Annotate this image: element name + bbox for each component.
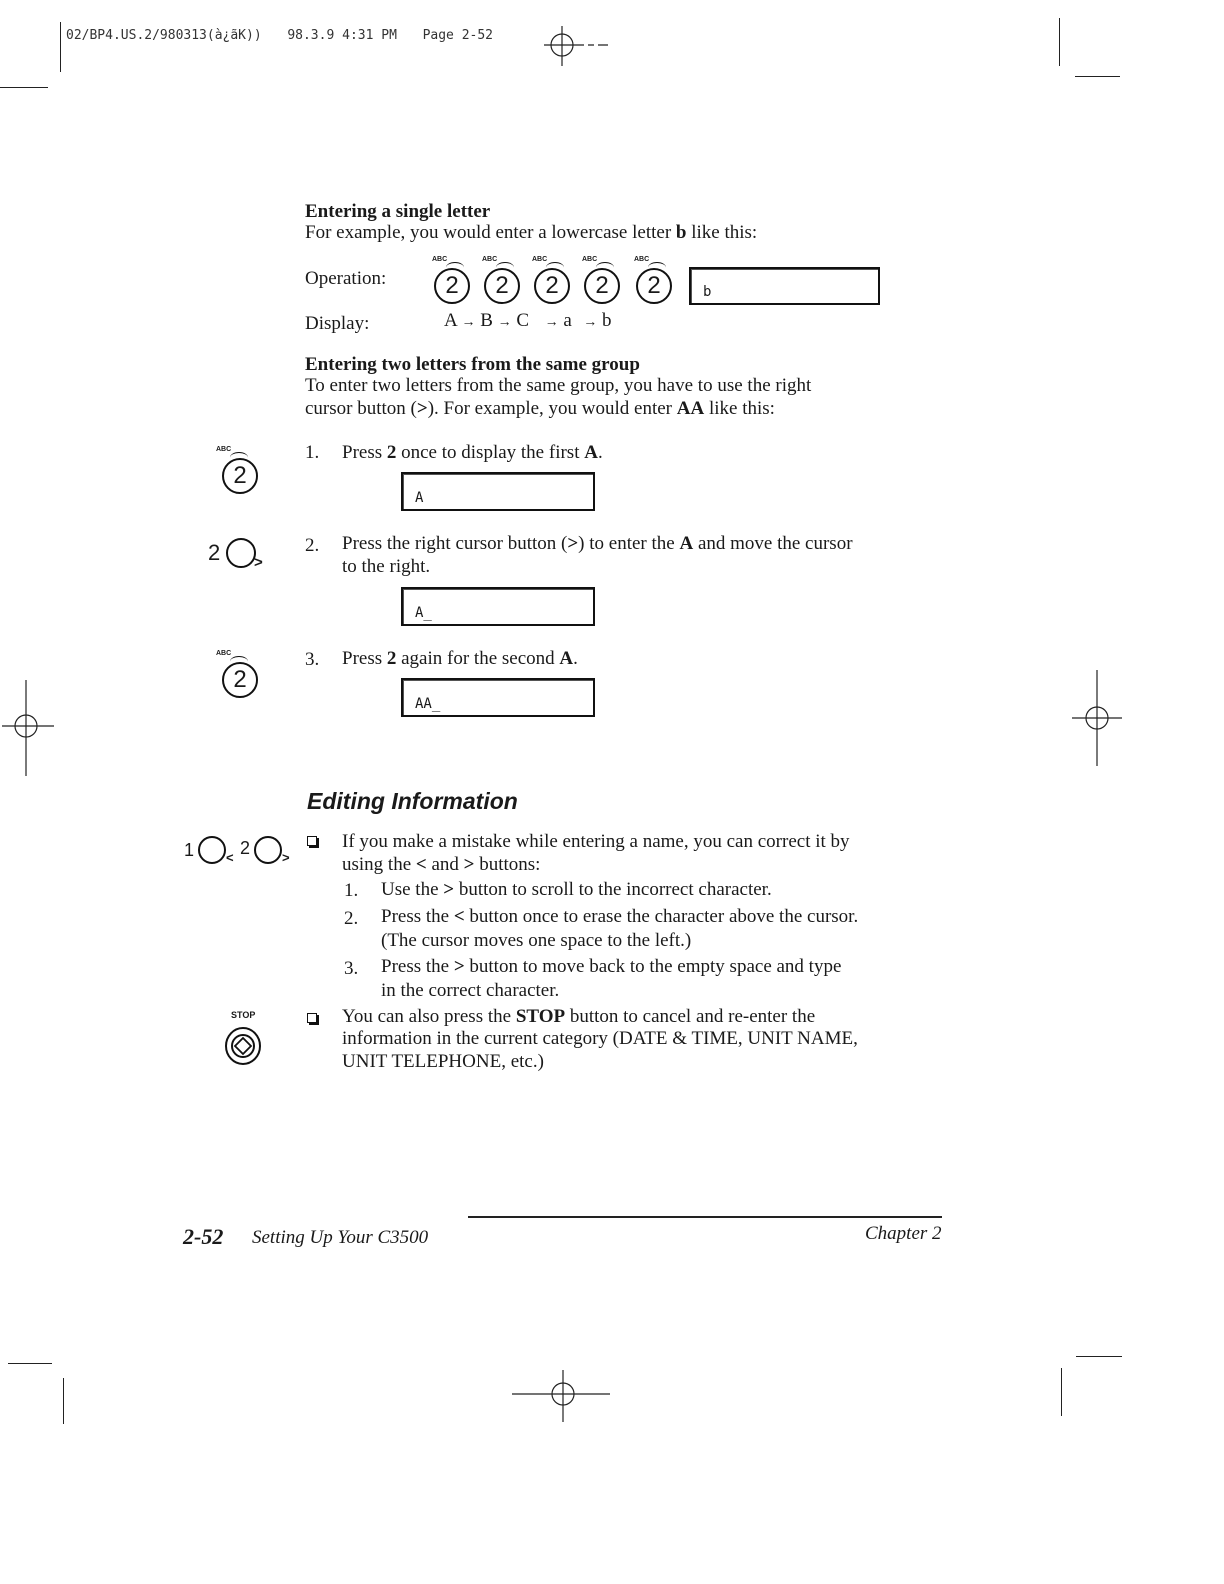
registration-target-icon (508, 1368, 612, 1424)
bullet-text-line2: information in the current category (DATE & TIME, UNIT NAME, (342, 1028, 858, 1049)
step-text: Press 2 again for the second A. (342, 648, 578, 669)
bullet-text-line3: UNIT TELEPHONE, etc.) (342, 1051, 544, 1072)
step-number: 3. (305, 649, 320, 670)
print-header (66, 28, 493, 43)
abc-key-icon: ABC 2 (532, 256, 572, 304)
substep-text: Use the > button to scroll to the incorrect character. (381, 879, 772, 900)
abc-key-icon: ABC 2 (582, 256, 622, 304)
step-number: 2. (305, 535, 320, 556)
footer-book-title: Setting Up Your C3500 (252, 1227, 429, 1248)
header-page-ref: Page 2-52 (422, 28, 494, 43)
registration-target-icon (0, 678, 56, 778)
crop-mark (1076, 1356, 1122, 1357)
bullet-text: You can also press the STOP button to cancel and re-enter the (342, 1006, 816, 1027)
substep-number: 1. (344, 880, 359, 901)
bullet-box-icon (307, 836, 317, 846)
step-number: 1. (305, 442, 320, 463)
crop-mark (1059, 18, 1060, 66)
step-text: Press the right cursor button (>) to enter the A and move the cursor (342, 533, 853, 554)
display-sequence: A → B → C → a → b (444, 310, 612, 331)
lcd-display-b: b (689, 267, 880, 305)
section-intro-line2: cursor button (>). For example, you would enter AA like this: (305, 398, 775, 419)
section-intro: For example, you would enter a lowercase letter b like this: (305, 222, 758, 243)
abc-key-icon: ABC 2 (634, 256, 674, 304)
footer-rule (468, 1216, 942, 1218)
crop-mark (1075, 76, 1120, 77)
registration-target-icon (1068, 668, 1124, 768)
substep-text: Press the > button to move back to the empty space and type (381, 956, 842, 977)
substep-text-line2: (The cursor moves one space to the left.) (381, 930, 692, 951)
header-slug: 02/BP4.US.2/980313(à¿ãK)) (66, 28, 262, 43)
crop-mark (0, 87, 48, 88)
bullet-text: If you make a mistake while entering a name, you can correct it by (342, 831, 850, 852)
bullet-text-line2: using the < and > buttons: (342, 854, 541, 875)
crop-mark (1061, 1368, 1062, 1416)
operation-label: Operation: (305, 268, 387, 289)
lcd-display: AA_ (401, 678, 595, 717)
registration-target-icon (540, 20, 610, 70)
crop-mark (8, 1363, 52, 1364)
header-date-time: 98.3.9 4:31 PM (287, 28, 397, 43)
stop-key-icon: STOP (222, 1010, 266, 1072)
lcd-display: A (401, 472, 595, 511)
substep-number: 3. (344, 958, 359, 979)
section-intro-line1: To enter two letters from the same group, you have to use the right (305, 375, 812, 396)
abc-key-icon: ABC 2 (216, 650, 264, 700)
abc-key-icon: ABC 2 (216, 446, 264, 496)
cursor-keys-icon: 1 < 2 > (184, 838, 290, 865)
step-text: Press 2 once to display the first A. (342, 442, 603, 463)
section-heading-single-letter: Entering a single letter (305, 201, 491, 222)
crop-mark (60, 22, 61, 72)
substep-text-line2: in the correct character. (381, 980, 560, 1001)
crop-mark (63, 1378, 64, 1424)
step-text-line2: to the right. (342, 556, 431, 577)
substep-number: 2. (344, 908, 359, 929)
lcd-display: A_ (401, 587, 595, 626)
footer-page-number: 2-52 (183, 1224, 224, 1249)
display-label: Display: (305, 313, 370, 334)
section-heading-editing: Editing Information (307, 788, 518, 814)
section-heading-two-letters: Entering two letters from the same group (305, 354, 640, 375)
footer-chapter: Chapter 2 (865, 1223, 942, 1244)
bullet-box-icon (307, 1013, 317, 1023)
abc-key-icon: ABC 2 (432, 256, 472, 304)
substep-text: Press the < button once to erase the character above the cursor. (381, 906, 859, 927)
abc-key-icon: ABC 2 (482, 256, 522, 304)
cursor-right-key-icon: 2 > (208, 540, 263, 571)
